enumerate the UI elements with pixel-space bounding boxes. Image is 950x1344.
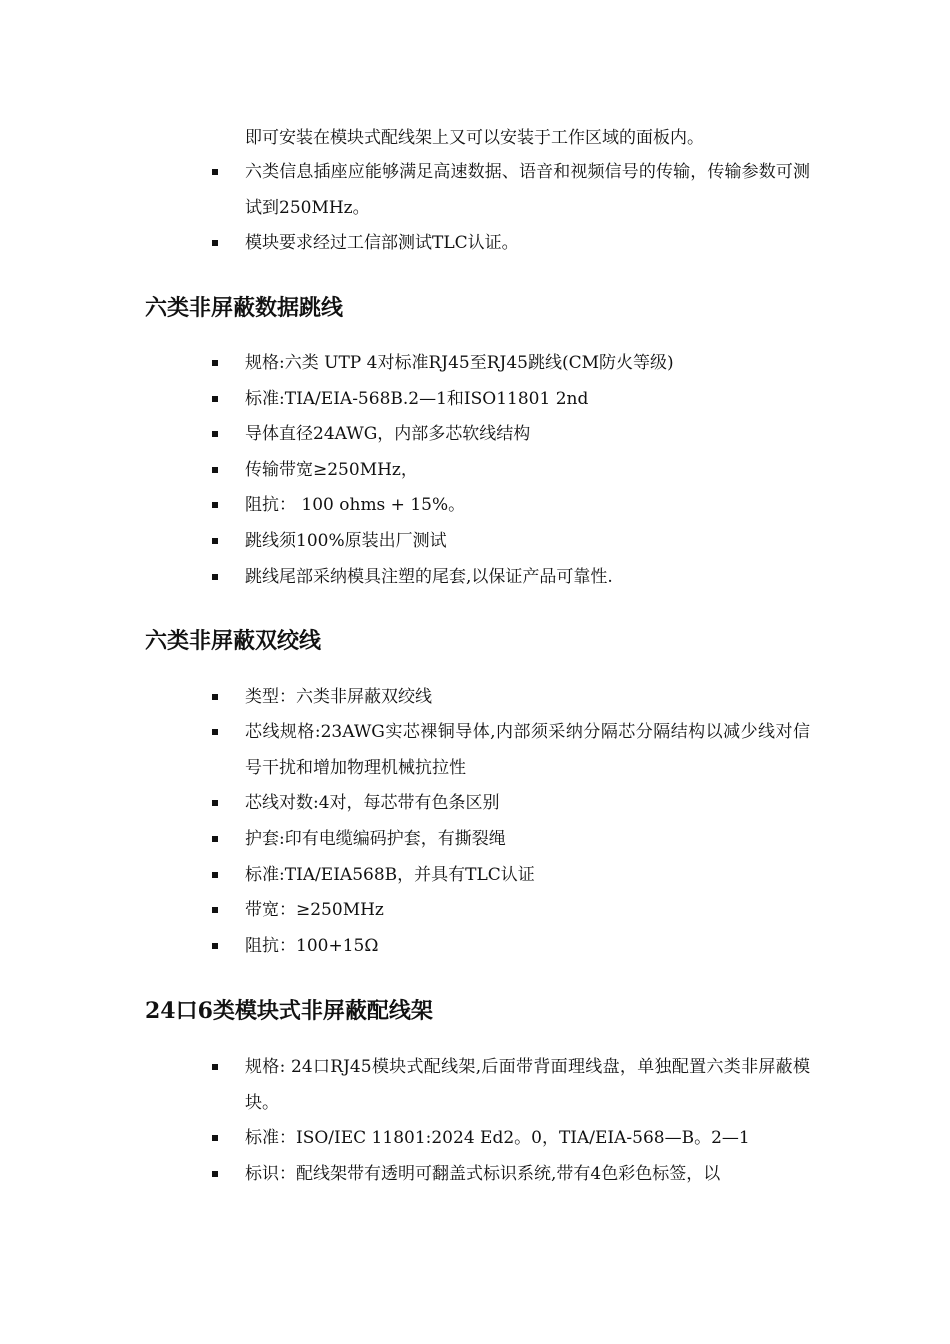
- bullet-icon: [212, 1171, 218, 1177]
- list-item-text: 护套:印有电缆编码护套，有撕裂绳: [245, 829, 506, 849]
- list-item-text: 规格: 24口RJ45模块式配线架,后面带背面理线盘，单独配置六类非屏蔽模块。: [245, 1057, 810, 1113]
- list-item-text: 标识：配线架带有透明可翻盖式标识系统,带有4色彩色标签，以: [245, 1164, 721, 1184]
- bullet-icon: [212, 502, 218, 508]
- continuation-text: 即可安装在模块式配线架上又可以安装于工作区域的面板内。: [245, 128, 704, 148]
- list-item-text: 阻抗： 100 ohms + 15%。: [245, 495, 466, 515]
- list-item-text: 带宽：≥250MHz: [245, 900, 384, 920]
- section-heading: 六类非屏蔽双绞线: [145, 629, 322, 654]
- bullet-icon: [212, 907, 218, 913]
- bullet-icon: [212, 360, 218, 366]
- bullet-icon: [212, 538, 218, 544]
- list-item-text: 标准：ISO/IEC 11801:2024 Ed2。0，TIA/EIA-568—B。2—1: [245, 1128, 750, 1148]
- list-item-text: 规格:六类 UTP 4对标准RJ45至RJ45跳线(CM防火等级): [245, 353, 674, 373]
- bullet-icon: [212, 800, 218, 806]
- bullet-icon: [212, 169, 218, 175]
- bullet-icon: [212, 836, 218, 842]
- list-item-text: 六类信息插座应能够满足高速数据、语音和视频信号的传输，传输参数可测试到250MHz。: [245, 162, 810, 218]
- list-item-text: 阻抗：100+15Ω: [245, 936, 379, 956]
- list-item-text: 跳线须100%原装出厂测试: [245, 531, 447, 551]
- list-item-text: 芯线规格:23AWG实芯裸铜导体,内部须采纳分隔芯分隔结构以减少线对信号干扰和增加物理机械抗拉性: [245, 722, 810, 778]
- bullet-icon: [212, 431, 218, 437]
- section-heading: 六类非屏蔽数据跳线: [145, 296, 344, 321]
- bullet-icon: [212, 574, 218, 580]
- bullet-icon: [212, 1135, 218, 1141]
- bullet-icon: [212, 396, 218, 402]
- bullet-icon: [212, 240, 218, 246]
- list-item-text: 芯线对数:4对，每芯带有色条区别: [245, 793, 500, 813]
- list-item-text: 类型：六类非屏蔽双绞线: [245, 687, 432, 707]
- list-item-text: 导体直径24AWG，内部多芯软线结构: [245, 424, 531, 444]
- list-item-text: 标准:TIA/EIA-568B.2—1和ISO11801 2nd: [245, 389, 589, 409]
- bullet-icon: [212, 872, 218, 878]
- bullet-icon: [212, 1064, 218, 1070]
- list-item-text: 模块要求经过工信部测试TLC认证。: [245, 233, 519, 253]
- bullet-icon: [212, 943, 218, 949]
- bullet-icon: [212, 729, 218, 735]
- list-item-text: 跳线尾部采纳模具注塑的尾套,以保证产品可靠性.: [245, 567, 613, 587]
- list-item-text: 传输带宽≥250MHz，: [245, 460, 418, 480]
- section-heading: 24口6类模块式非屏蔽配线架: [145, 998, 433, 1024]
- list-item-text: 标准:TIA/EIA568B，并具有TLC认证: [245, 865, 535, 885]
- bullet-icon: [212, 694, 218, 700]
- bullet-icon: [212, 467, 218, 473]
